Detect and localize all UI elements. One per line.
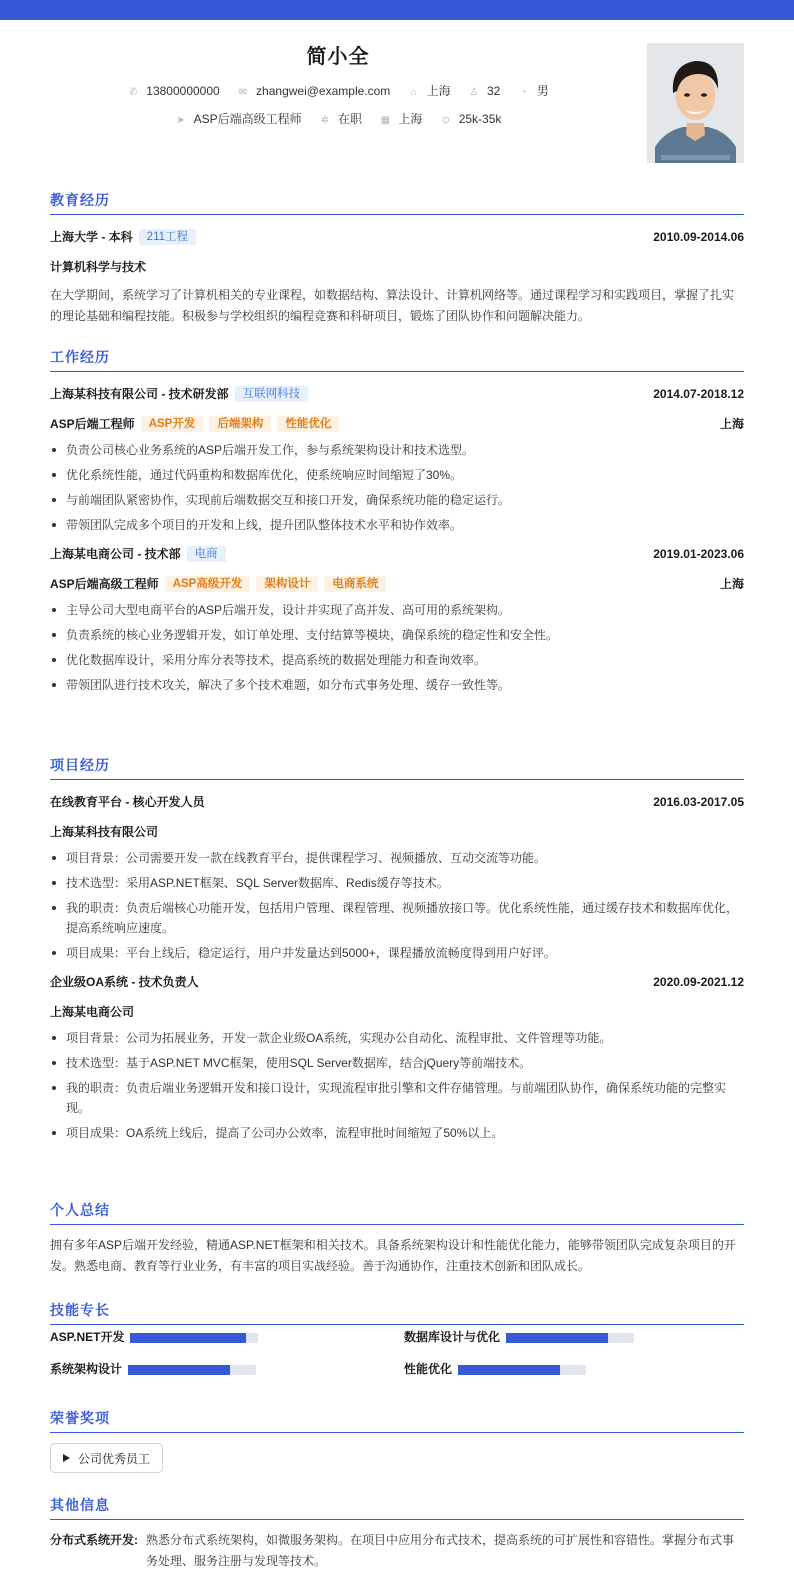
job-position: ASP后端高级工程师	[50, 577, 159, 591]
awards-title: 荣誉奖项	[50, 1408, 744, 1433]
job-intent-row	[0, 110, 676, 127]
send-icon: ➤	[176, 115, 185, 126]
project-entry	[50, 970, 744, 1143]
project-date: 2016.03-2017.05	[653, 795, 744, 809]
skills-section	[50, 1300, 744, 1392]
skill-item	[404, 1362, 586, 1376]
gender-value: 男	[536, 84, 549, 98]
skill-level-fill	[128, 1365, 230, 1375]
salary-icon: ⊙	[441, 115, 450, 126]
list-item: 优化系统性能，通过代码重构和数据库优化，使系统响应时间缩短了30%。	[50, 465, 744, 485]
skill-level-bar	[130, 1333, 258, 1343]
expected-salary: 25k-35k	[458, 112, 502, 126]
target-city: 上海	[398, 112, 423, 126]
work-section	[50, 347, 744, 700]
job-date: 2014.07-2018.12	[653, 387, 744, 401]
projects-title: 项目经历	[50, 755, 744, 780]
project-name: 企业级OA系统 - 技术负责人	[50, 975, 199, 989]
list-item: 项目成果：OA系统上线后，提高了公司办公效率，流程审批时间缩短了50%以上。	[50, 1123, 744, 1143]
gender-item	[518, 82, 549, 99]
job-responsibilities	[50, 600, 744, 695]
other-info-row	[50, 1530, 744, 1572]
residence-item	[408, 82, 451, 99]
skill-item	[50, 1330, 258, 1344]
home-icon: ⌂	[410, 87, 417, 98]
job-company-row	[50, 542, 744, 566]
summary-section	[50, 1200, 744, 1277]
email-address: zhangwei@example.com	[256, 84, 391, 98]
target-city-item	[379, 110, 422, 127]
phone-icon: ✆	[129, 87, 138, 98]
project-date: 2020.09-2021.12	[653, 975, 744, 989]
skill-name: 系统架构设计	[50, 1362, 123, 1376]
resume-header	[0, 40, 794, 170]
awards-section	[50, 1408, 744, 1473]
skill-name: ASP.NET开发	[50, 1330, 125, 1344]
education-date: 2010.09-2014.06	[653, 230, 744, 244]
skill-level-bar	[506, 1333, 634, 1343]
job-status: 在职	[337, 112, 362, 126]
company-department: 上海某科技有限公司 - 技术研发部	[50, 387, 229, 401]
list-item: 项目背景：公司需要开发一款在线教育平台，提供课程学习、视频播放、互动交流等功能。	[50, 848, 744, 868]
skill-level-fill	[506, 1333, 608, 1343]
list-item: 我的职责：负责后端业务逻辑开发和接口设计，实现流程审批引擎和文件存储管理。与前端团队协作，确保系统功能的完整实现。	[50, 1078, 744, 1118]
projects-section	[50, 755, 744, 1148]
job-company-row	[50, 382, 744, 406]
education-title: 教育经历	[50, 190, 744, 215]
list-item: 项目背景：公司为拓展业务，开发一款企业级OA系统，实现办公自动化、流程审批、文件管理等功能。	[50, 1028, 744, 1048]
skill-tag: 架构设计	[256, 576, 318, 592]
email-item	[237, 84, 390, 98]
gender-icon: ◔	[520, 87, 527, 98]
residence-city: 上海	[426, 84, 451, 98]
education-description: 在大学期间，系统学习了计算机相关的专业课程，如数据结构、算法设计、计算机网络等。通过课程学习和实践项目，掌握了扎实的理论基础和编程技能。积极参与学校组织的编程竞赛和科研项目，锻炼了团队协作和问题解决能力。	[50, 288, 735, 323]
list-item: 带领团队进行技术攻关，解决了多个技术难题，如分布式事务处理、缓存一致性等。	[50, 675, 744, 695]
top-accent-bar	[0, 0, 794, 20]
skill-tag: 性能优化	[277, 416, 339, 432]
job-position-row	[50, 412, 744, 436]
education-section	[50, 190, 744, 327]
project-company: 上海某电商公司	[50, 1005, 135, 1019]
list-item: 优化数据库设计，采用分库分表等技术，提高系统的数据处理能力和查询效率。	[50, 650, 744, 670]
list-item: 主导公司大型电商平台的ASP后端开发，设计并实现了高并发、高可用的系统架构。	[50, 600, 744, 620]
mail-icon: ✉	[238, 87, 248, 98]
award-item[interactable]	[50, 1443, 163, 1473]
candidate-name: 简小全	[306, 46, 370, 68]
job-date: 2019.01-2023.06	[653, 547, 744, 561]
status-icon: ✲	[320, 115, 330, 126]
skill-name: 数据库设计与优化	[404, 1330, 501, 1344]
list-item: 负责系统的核心业务逻辑开发，如订单处理、支付结算等模块，确保系统的稳定性和安全性。	[50, 625, 744, 645]
job-entry	[50, 382, 744, 535]
list-item: 我的职责：负责后端核心功能开发，包括用户管理、课程管理、视频播放接口等。优化系统性能，通过缓存技术和数据库优化，提高系统响应速度。	[50, 898, 744, 938]
phone-item	[127, 84, 219, 98]
industry-tag: 电商	[187, 546, 226, 562]
school-tag: 211工程	[139, 229, 196, 245]
target-position-item	[175, 110, 302, 127]
job-location: 上海	[719, 417, 744, 431]
project-details	[50, 848, 744, 963]
award-name: 公司优秀员工	[78, 1451, 151, 1466]
job-location: 上海	[719, 577, 744, 591]
skill-level-bar	[128, 1365, 256, 1375]
skill-level-fill	[130, 1333, 245, 1343]
skill-item	[50, 1362, 256, 1376]
project-entry	[50, 790, 744, 963]
project-name: 在线教育平台 - 核心开发人员	[50, 795, 205, 809]
skill-tag: ASP开发	[141, 416, 204, 432]
skill-tag: ASP高级开发	[165, 576, 251, 592]
job-position-row	[50, 572, 744, 596]
school-degree: 上海大学 - 本科	[50, 230, 133, 244]
other-info-text: 熟悉分布式系统架构，如微服务架构。在项目中应用分布式技术，提高系统的可扩展性和容错性。掌握分布式事务处理、服务注册与发现等技术。	[146, 1533, 735, 1568]
age-icon: ♙	[469, 87, 479, 98]
contact-info-row	[0, 82, 676, 99]
industry-tag: 互联网科技	[235, 386, 309, 402]
other-info-section	[50, 1495, 744, 1572]
other-info-label: 分布式系统开发:	[50, 1533, 138, 1547]
age-value: 32	[487, 84, 501, 98]
skill-level-bar	[458, 1365, 586, 1375]
list-item: 项目成果：平台上线后，稳定运行，用户并发量达到5000+，课程播放流畅度得到用户好评。	[50, 943, 744, 963]
other-info-title: 其他信息	[50, 1495, 744, 1520]
list-item: 技术选型：基于ASP.NET MVC框架，使用SQL Server数据库，结合jQuery等前端技术。	[50, 1053, 744, 1073]
age-item	[468, 84, 500, 98]
list-item: 技术选型：采用ASP.NET框架、SQL Server数据库、Redis缓存等技术。	[50, 873, 744, 893]
job-responsibilities	[50, 440, 744, 535]
project-company: 上海某科技有限公司	[50, 825, 159, 839]
summary-title: 个人总结	[50, 1200, 744, 1225]
skill-tag: 后端架构	[209, 416, 271, 432]
major	[50, 255, 744, 279]
project-name-row	[50, 970, 744, 994]
target-position: ASP后端高级工程师	[193, 112, 302, 126]
skill-level-fill	[458, 1365, 560, 1375]
list-item: 与前端团队紧密协作，实现前后端数据交互和接口开发，确保系统功能的稳定运行。	[50, 490, 744, 510]
skill-name: 性能优化	[404, 1362, 453, 1376]
summary-text: 拥有多年ASP后端开发经验，精通ASP.NET框架和相关技术。具备系统架构设计和性能优化能力，能够带领团队完成复杂项目的开发。熟悉电商、教育等行业业务，有丰富的项目实战经验。善于沟通协作，注重技术创新和团队成长。	[50, 1238, 736, 1273]
building-icon: ▦	[380, 115, 391, 126]
skill-item	[404, 1330, 634, 1344]
company-department: 上海某电商公司 - 技术部	[50, 547, 181, 561]
list-item: 负责公司核心业务系统的ASP后端开发工作，参与系统架构设计和技术选型。	[50, 440, 744, 460]
job-status-item	[319, 110, 362, 127]
job-position: ASP后端工程师	[50, 417, 135, 431]
skill-tag: 电商系统	[324, 576, 386, 592]
skills-title: 技能专长	[50, 1300, 744, 1325]
phone-number: 13800000000	[146, 84, 220, 98]
list-item: 带领团队完成多个项目的开发和上线，提升团队整体技术水平和协作效率。	[50, 515, 744, 535]
work-title: 工作经历	[50, 347, 744, 372]
education-entry-head	[50, 225, 744, 249]
major-name: 计算机科学与技术	[50, 260, 147, 274]
play-icon	[63, 1454, 70, 1462]
job-entry	[50, 542, 744, 695]
project-name-row	[50, 790, 744, 814]
project-company-row	[50, 1000, 744, 1024]
salary-item	[440, 112, 502, 126]
project-details	[50, 1028, 744, 1143]
profile-photo	[647, 43, 744, 163]
project-company-row	[50, 820, 744, 844]
